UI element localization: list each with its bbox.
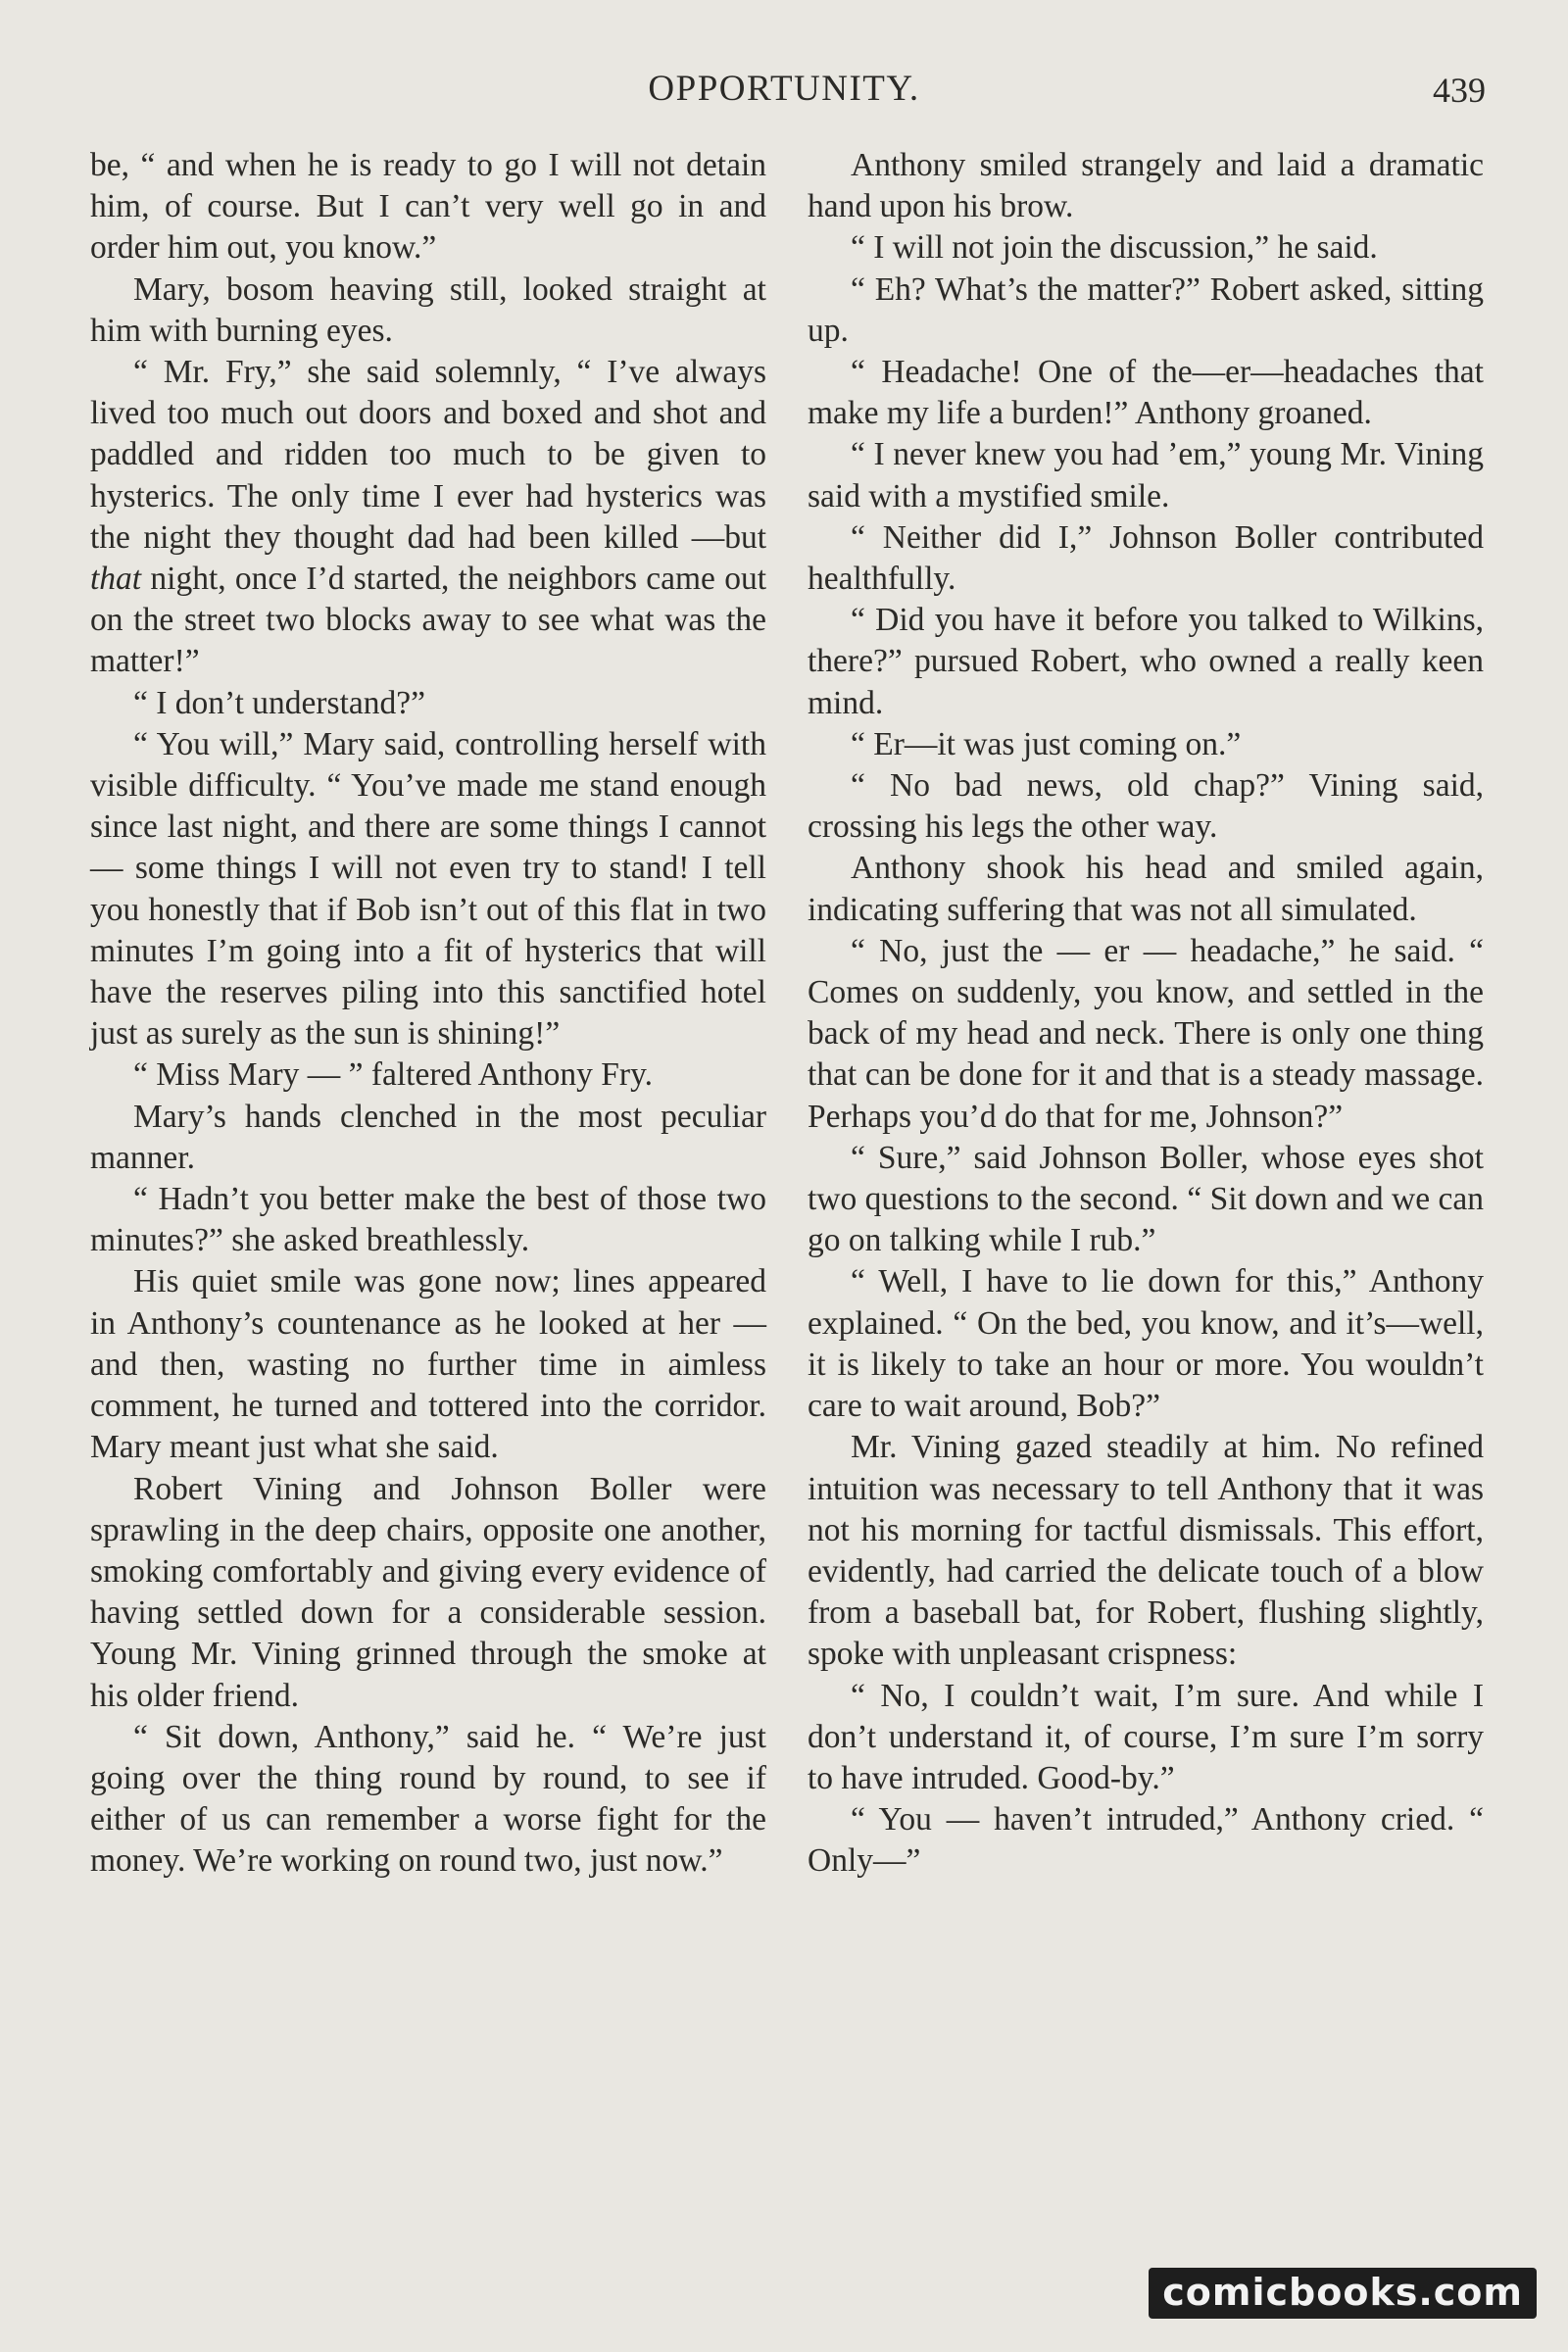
paragraph: “ Sure,” said Johnson Boller, whose eyes shot two questions to the second. “ Sit down and we can go on talking while I rub.” xyxy=(808,1139,1484,1259)
paragraph: “ Well, I have to lie down for this,” Anthony explained. “ On the bed, you know, and it’s—well, it is likely to take an hour or more. You wouldn’t care to wait around, Bob?” xyxy=(808,1263,1484,1425)
paragraph: “ No bad news, old chap?” Vining said, crossing his legs the other way. xyxy=(808,767,1484,846)
paragraph-text: night, once I’d started, the neighbors came out on the street two blocks away to see what was the matter!” xyxy=(90,561,767,680)
paragraph: “ Sit down, Anthony,” said he. “ We’re just going over the thing round by round, to see if either of us can remember a worse fight for the money. We’re working on round two, just now.” xyxy=(90,1718,766,1880)
paragraph: “ Headache! One of the—er—headaches that make my life a burden!” Anthony groaned. xyxy=(808,354,1484,432)
running-head-title: OPPORTUNITY. xyxy=(648,69,920,109)
paragraph: His quiet smile was gone now; lines appeared in Anthony’s countenance as he looked at her — and then, wasting no further time in aimless comment, he turned and tottered into the corridor. Mary meant just what she said. xyxy=(90,1263,766,1466)
paragraph: “ Miss Mary — ” faltered Anthony Fry. xyxy=(133,1056,654,1094)
left-column xyxy=(90,145,766,1883)
paragraph: Mr. Vining gazed steadily at him. No refined intuition was necessary to tell Anthony that it was not his morning for tactful dismissals. This effort, evidently, had carried the delicate touch of a blow from a baseball bat, for Robert, flushing slightly, spoke with unpleasant crispness: xyxy=(808,1429,1484,1673)
paragraph: “ Eh? What’s the matter?” Robert asked, sitting up. xyxy=(808,270,1484,349)
watermark-logo: comicbooks.com xyxy=(1149,2268,1537,2319)
paragraph: Mary’s hands clenched in the most peculiar manner. xyxy=(90,1098,766,1176)
paragraph xyxy=(90,352,766,683)
paragraph: “ I never knew you had ’em,” young Mr. Vining said with a mystified smile. xyxy=(808,436,1484,514)
paragraph: Mary, bosom heaving still, looked straight at him with burning eyes. xyxy=(90,270,766,349)
right-column xyxy=(808,145,1484,1883)
paragraph: “ Er—it was just coming on.” xyxy=(851,725,1242,762)
paragraph: “ Hadn’t you better make the best of those two minutes?” she asked breathlessly. xyxy=(90,1181,766,1259)
paragraph: “ Neither did I,” Johnson Boller contributed healthfully. xyxy=(808,518,1484,598)
paragraph: “ You — haven’t intruded,” Anthony cried. “ Only—” xyxy=(808,1801,1484,1880)
paragraph: “ I don’t understand?” xyxy=(133,684,425,721)
paragraph: Anthony smiled strangely and laid a dramatic hand upon his brow. xyxy=(808,147,1484,225)
page-number: 439 xyxy=(1433,71,1486,110)
paragraph: “ No, I couldn’t wait, I’m sure. And while I don’t understand it, of course, I’m sure I’m sorry to have intruded. Good-by.” xyxy=(808,1677,1484,1796)
paragraph: Robert Vining and Johnson Boller were sprawling in the deep chairs, opposite one another, smoking comfortably and giving every evidence of having settled down for a considerable session. Young Mr. Vining grinned through the smoke at his older friend. xyxy=(90,1470,766,1714)
paragraph: “ You will,” Mary said, controlling herself with visible difficulty. “ You’ve made me stand enough since last night, and there are some things I cannot— some things I will not even try to stand! I tell you honestly that if Bob isn’t out of this flat in two minutes I’m going into a fit of hysterics that will have the reserves piling into this sanctified hotel just as surely as the sun is shining!” xyxy=(90,725,766,1053)
paragraph: “ No, just the — er — headache,” he said. “ Comes on suddenly, you know, and settled in the back of my head and neck. There is only one thing that can be done for it and that is a steady massage. Perhaps you’d do that for me, Johnson?” xyxy=(808,932,1484,1135)
italic-emphasis: that xyxy=(90,561,142,598)
paragraph: “ I will not join the discussion,” he said. xyxy=(851,229,1378,267)
paragraph-text: “ Mr. Fry,” she said solemnly, “ I’ve always lived too much out doors and boxed and shot and paddled and ridden too much to be given to hysterics. The only time I ever had hysterics was the night they thought dad had been killed —but xyxy=(90,354,766,556)
paragraph: “ Did you have it before you talked to Wilkins, there?” pursued Robert, who owned a really keen mind. xyxy=(808,602,1484,721)
paragraph: be, “ and when he is ready to go I will not detain him, of course. But I can’t very well go in and order him out, you know.” xyxy=(90,147,766,267)
paragraph: Anthony shook his head and smiled again, indicating suffering that was not all simulated. xyxy=(808,850,1484,928)
